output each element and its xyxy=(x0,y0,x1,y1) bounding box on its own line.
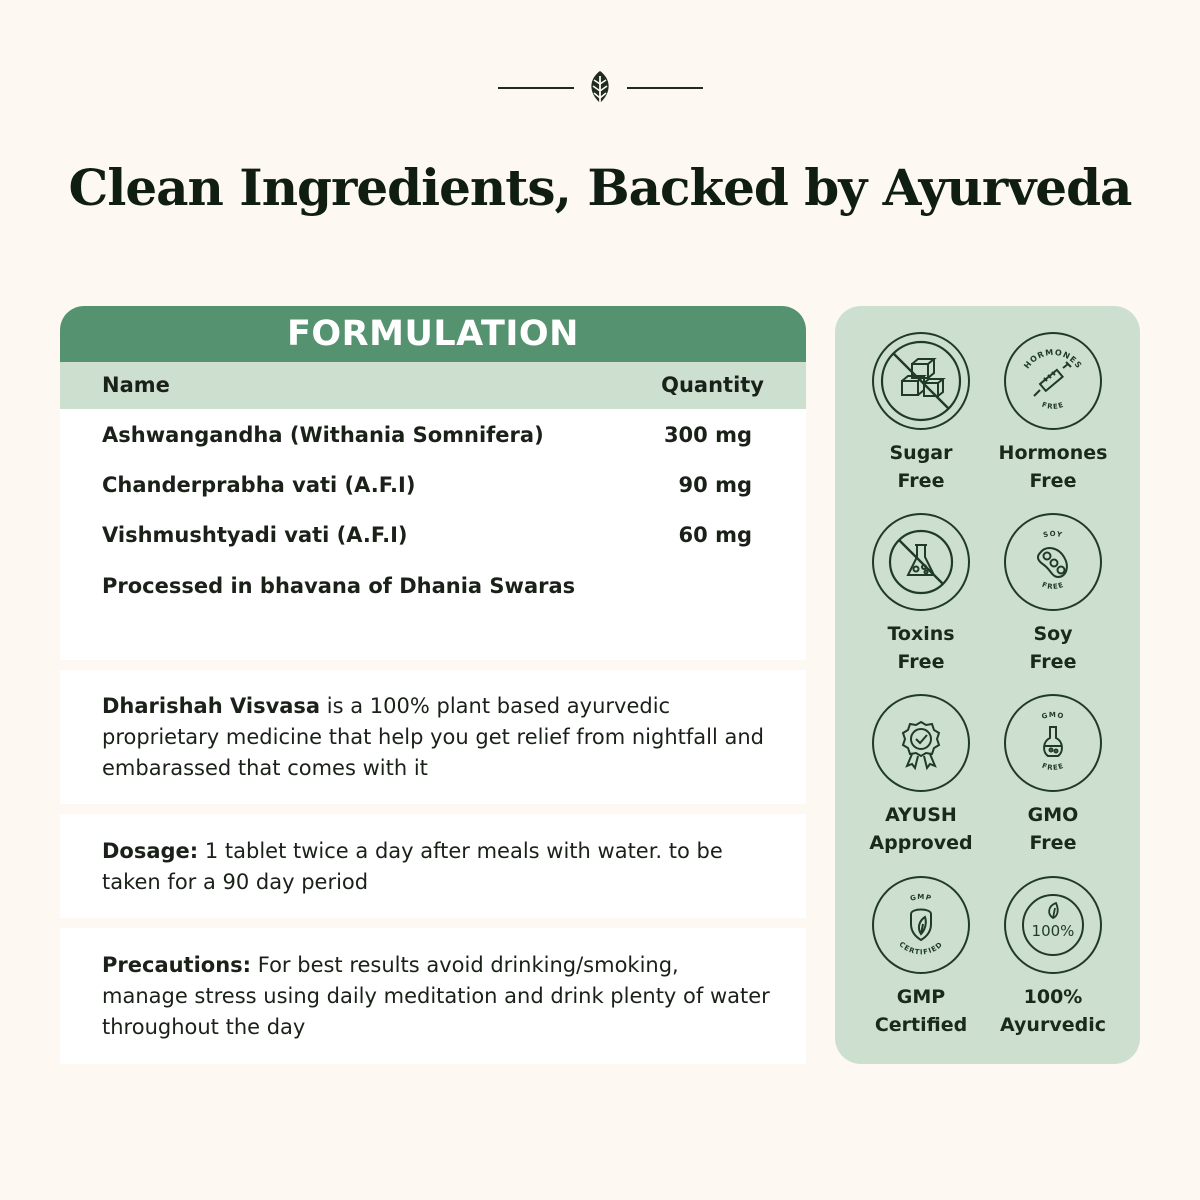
badge-circle xyxy=(1004,694,1102,792)
badge-100-ayurvedic xyxy=(977,876,1129,1039)
ingredient-quantity: 90 mg xyxy=(678,473,752,497)
badge-label-line2: Ayurvedic xyxy=(1000,1014,1106,1036)
precautions-text xyxy=(102,950,770,1043)
ingredient-quantity: 60 mg xyxy=(678,523,752,547)
badge-soy-free xyxy=(977,513,1129,676)
badge-label-line2: Free xyxy=(1029,651,1077,673)
badge-inner-text: 100% xyxy=(1031,922,1075,940)
column-header-quantity: Quantity xyxy=(661,373,764,397)
page-title: Clean Ingredients, Backed by Ayurveda xyxy=(68,158,1132,217)
rosette-check-icon xyxy=(874,696,968,790)
ingredient-name: Processed in bhavana of Dhania Swaras xyxy=(102,574,576,598)
formulation-table xyxy=(60,306,806,660)
ring-text-bottom: FREE xyxy=(1040,580,1066,592)
badge-label-line2: Certified xyxy=(874,1014,968,1036)
ring-text-bottom: FREE xyxy=(1040,761,1066,773)
description-body: is a 100% plant based ayurvedic proprietary medicine that help you get relief from nightfall and embarassed that comes with it xyxy=(102,694,764,780)
leaf-icon xyxy=(586,70,614,106)
badge-toxins-free xyxy=(845,513,997,676)
badge-label-line1: Sugar xyxy=(889,442,953,464)
badge-circle xyxy=(872,513,970,611)
badge-label xyxy=(977,983,1129,1039)
badge-hormones-free xyxy=(977,332,1129,495)
badge-label-line1: 100% xyxy=(1023,986,1083,1008)
divider-line-left xyxy=(498,87,574,89)
ring-text-bottom: CERTIFIED xyxy=(897,940,945,957)
formulation-title: FORMULATION xyxy=(60,306,806,362)
badge-label-line2: Free xyxy=(1029,832,1077,854)
sugar-cubes-icon xyxy=(874,334,968,428)
badge-label xyxy=(845,439,997,495)
badge-circle xyxy=(872,876,970,974)
precautions-body: For best results avoid drinking/smoking, manage stress using daily meditation and drink plenty of water throughout the day xyxy=(102,953,770,1039)
badge-circle xyxy=(872,694,970,792)
badge-gmp-certified xyxy=(845,876,997,1039)
badge-label xyxy=(977,620,1129,676)
badge-label-line2: Approved xyxy=(869,832,973,854)
badge-circle xyxy=(1004,876,1102,974)
badge-label-line1: Soy xyxy=(1033,623,1073,645)
shield-leaf-icon xyxy=(874,878,968,972)
badge-label-line1: Hormones xyxy=(998,442,1108,464)
ring-text-top: GMO xyxy=(1040,710,1066,721)
column-header-name: Name xyxy=(102,373,170,397)
ring-text-top: HORMONES xyxy=(1022,347,1084,371)
table-row xyxy=(60,423,806,463)
badge-gmo-free xyxy=(977,694,1129,857)
dosage-card xyxy=(60,814,806,918)
badge-label xyxy=(845,983,997,1039)
ingredient-name: Vishmushtyadi vati (A.F.I) xyxy=(102,523,408,547)
dosage-body: 1 tablet twice a day after meals with water. to be taken for a 90 day period xyxy=(102,839,723,894)
badge-label-line2: Free xyxy=(1029,470,1077,492)
ring-text-top: SOY xyxy=(1042,529,1064,540)
soybean-icon xyxy=(1006,515,1100,609)
decor-divider xyxy=(0,68,1200,108)
table-row xyxy=(60,523,806,563)
badge-ayush-approved xyxy=(845,694,997,857)
badge-label-line1: Toxins xyxy=(887,623,955,645)
precautions-card xyxy=(60,928,806,1064)
description-card xyxy=(60,670,806,804)
badge-circle xyxy=(872,332,970,430)
badges-panel xyxy=(835,306,1140,1064)
beaker-icon xyxy=(1006,696,1100,790)
badge-label xyxy=(977,801,1129,857)
description-text xyxy=(102,691,770,784)
table-row xyxy=(60,473,806,513)
dosage-label: Dosage: xyxy=(102,839,199,863)
table-row xyxy=(60,574,806,614)
syringe-icon xyxy=(1006,334,1100,428)
badge-sugar-free xyxy=(845,332,997,495)
ingredient-name: Chanderprabha vati (A.F.I) xyxy=(102,473,416,497)
formulation-header xyxy=(60,362,806,409)
badge-label-line2: Free xyxy=(897,470,945,492)
badge-label xyxy=(845,801,997,857)
badge-circle xyxy=(1004,513,1102,611)
badge-label-line2: Free xyxy=(897,651,945,673)
ingredient-quantity: 300 mg xyxy=(663,423,752,447)
brand-name: Dharishah Visvasa xyxy=(102,694,321,718)
ring-text-top: GMP xyxy=(909,892,933,903)
precautions-label: Precautions: xyxy=(102,953,252,977)
badge-label-line1: GMO xyxy=(1027,804,1079,826)
badge-label-line1: AYUSH xyxy=(885,804,957,826)
ingredient-name: Ashwangandha (Withania Somnifera) xyxy=(102,423,544,447)
flask-crossed-icon xyxy=(874,515,968,609)
leaf-100-icon xyxy=(1006,878,1100,972)
ring-text-bottom: FREE xyxy=(1040,400,1066,411)
badge-label-line1: GMP xyxy=(896,986,946,1008)
badge-label xyxy=(977,439,1129,495)
badge-circle xyxy=(1004,332,1102,430)
badge-label xyxy=(845,620,997,676)
dosage-text xyxy=(102,836,770,898)
divider-line-right xyxy=(627,87,703,89)
